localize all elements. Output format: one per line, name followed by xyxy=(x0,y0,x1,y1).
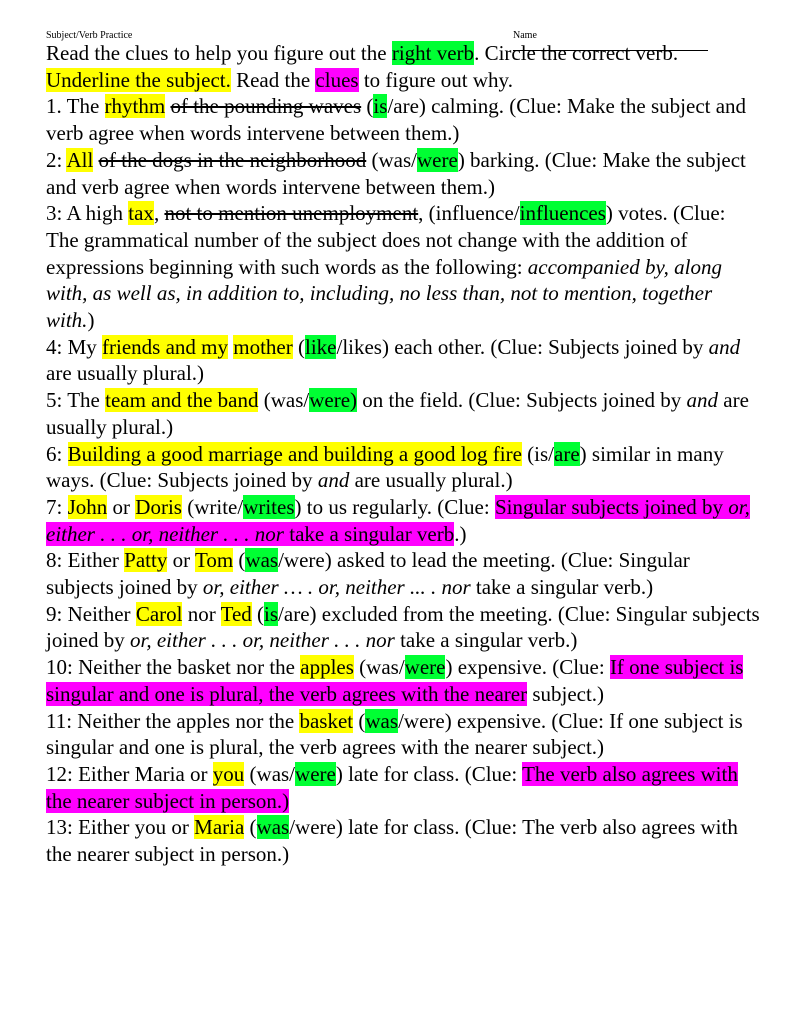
text-span: (was/ xyxy=(366,147,417,172)
subject-highlight: Patty xyxy=(124,548,168,573)
text-span: ) votes. (Clue: The grammatical number of the subject does not change with the addition of expressions beginning with such words as the following: xyxy=(46,201,726,279)
text-span: 11: Neither the apples nor the xyxy=(46,708,300,733)
text-span: /were) asked to lead the meeting. (Clue: Singular subjects joined by xyxy=(46,548,690,600)
text-span: ( xyxy=(353,708,366,733)
subject-highlight: rhythm xyxy=(104,94,166,119)
underline-subject-highlight: Underline the subject. xyxy=(46,67,231,92)
strikethrough-phrase: of the dogs in the neighborhood xyxy=(98,147,367,172)
item-8 xyxy=(46,547,761,600)
text-span: ) late for class. (Clue: xyxy=(335,761,523,786)
text-span: subject.) xyxy=(527,681,605,706)
text-span: 1. The xyxy=(46,94,105,119)
strikethrough-phrase: not to mention unemployment xyxy=(164,201,419,226)
text-span: or xyxy=(107,494,136,519)
worksheet-body xyxy=(46,40,761,868)
text-span: ) to us regularly. (Clue: xyxy=(294,494,495,519)
text-span: (was/ xyxy=(244,761,296,786)
text-span: ( xyxy=(233,548,246,573)
verb-highlight: were) xyxy=(309,388,358,413)
text-span: nor xyxy=(182,601,221,626)
clues-highlight: clues xyxy=(315,67,359,92)
item-12 xyxy=(46,761,761,814)
text-span: 7: xyxy=(46,494,68,519)
italic-phrase: and xyxy=(686,388,719,413)
subject-highlight: you xyxy=(212,761,245,786)
italic-phrase: accompanied by, along with, as well as, in addition to, including, no less than, not to mention, together with. xyxy=(46,254,722,333)
text-span: take a singular verb xyxy=(283,521,455,546)
clue-highlight: If one subject is singular and one is plural, the verb agrees with the nearer xyxy=(46,655,744,706)
verb-highlight: were xyxy=(417,147,458,172)
verb-highlight: were xyxy=(404,655,446,680)
item-11 xyxy=(46,708,761,761)
text-span: ) expensive. (Clue: xyxy=(445,655,610,680)
subject-highlight: Building a good marriage and building a good log fire xyxy=(67,441,522,466)
text-span: 4: My xyxy=(46,334,103,359)
text-span: take a singular verb.) xyxy=(394,628,578,653)
text-span: are usually plural.) xyxy=(46,388,749,439)
text-span: .) xyxy=(454,521,467,546)
clue-highlight: The verb also agrees with the nearer subject in person.) xyxy=(46,761,738,813)
text-span: ( xyxy=(244,815,257,840)
text-span: /are) excluded from the meeting. (Clue: Singular subjects joined by xyxy=(46,601,760,653)
text-span: Read the xyxy=(230,67,316,92)
text-span: take a singular verb.) xyxy=(470,575,654,600)
text-span: ) xyxy=(87,308,95,333)
verb-highlight: is xyxy=(373,94,388,119)
subject-highlight: Maria xyxy=(194,815,245,840)
worksheet-title: Subject/Verb Practice xyxy=(46,30,133,41)
text-span: 8: Either xyxy=(46,548,125,573)
subject-highlight: friends and my xyxy=(102,334,228,359)
subject-highlight: Carol xyxy=(135,601,183,626)
item-4 xyxy=(46,334,761,387)
text-span: 5: The xyxy=(46,388,106,413)
text-span: Read the clues to help you figure out the xyxy=(46,41,392,65)
subject-highlight: John xyxy=(67,494,108,519)
text-span: . Circle the correct verb. xyxy=(474,41,679,65)
verb-highlight: were xyxy=(295,761,336,786)
subject-highlight: mother xyxy=(233,334,293,359)
text-span: /are) calming. (Clue: Make the subject and verb agree when words intervene between them.) xyxy=(46,94,747,146)
item-10 xyxy=(46,654,761,707)
text-span: (write/ xyxy=(181,494,244,519)
text-span: are usually plural.) xyxy=(46,361,205,386)
text-span: 13: Either you or xyxy=(46,815,195,840)
subject-highlight: tax xyxy=(128,201,154,226)
strikethrough-phrase: of the pounding waves xyxy=(170,94,362,119)
verb-highlight: are xyxy=(554,441,580,466)
text-span: ( xyxy=(292,334,305,359)
text-span: or xyxy=(167,548,195,573)
verb-highlight: is xyxy=(264,601,279,626)
text-span: , xyxy=(153,201,165,226)
text-span: /were) expensive. (Clue: If one subject is singular and one is plural, the verb agrees with the nearer subject.) xyxy=(46,708,743,760)
item-3 xyxy=(46,200,761,334)
text-span: /were) late for class. (Clue: The verb also agrees with the nearer subject in person.) xyxy=(46,815,738,867)
text-span: (was/ xyxy=(258,388,310,413)
right-verb-highlight: right verb xyxy=(391,41,475,65)
text-span: 10: Neither the basket nor the xyxy=(46,655,301,680)
verb-highlight: was xyxy=(256,815,290,840)
text-span: ( xyxy=(361,94,374,119)
text-span: are usually plural.) xyxy=(349,468,513,493)
italic-phrase: and xyxy=(317,468,350,493)
instructions xyxy=(46,40,761,93)
text-span: to figure out why. xyxy=(358,67,513,92)
text-span: ( xyxy=(251,601,265,626)
text-span: ) similar in many ways. (Clue: Subjects joined by xyxy=(46,441,724,493)
item-5 xyxy=(46,387,761,440)
text-span: 3: A high xyxy=(46,201,129,226)
subject-highlight: Ted xyxy=(220,601,252,626)
verb-highlight: was xyxy=(245,548,279,573)
verb-highlight: like xyxy=(304,334,337,359)
item-7 xyxy=(46,494,761,547)
name-label: Name xyxy=(513,30,537,41)
subject-highlight: All xyxy=(66,147,94,172)
text-span: Singular subjects joined by xyxy=(494,494,729,519)
item-9 xyxy=(46,601,761,654)
text-span: 9: Neither xyxy=(46,601,136,626)
text-span: (is/ xyxy=(521,441,555,466)
italic-phrase: or, either … . or, neither ... . nor xyxy=(202,575,471,600)
text-span: , (influence/ xyxy=(418,201,520,226)
text-span: (was/ xyxy=(353,655,405,680)
text-span: /likes) each other. (Clue: Subjects joined by xyxy=(336,334,709,359)
text-span: 2: xyxy=(46,147,67,172)
text-span: 6: xyxy=(46,441,68,466)
item-13 xyxy=(46,814,761,867)
subject-highlight: basket xyxy=(299,708,354,733)
italic-phrase: and xyxy=(708,334,741,359)
subject-highlight: apples xyxy=(300,655,354,680)
text-span: 12: Either Maria or xyxy=(46,761,213,786)
subject-highlight: team and the band xyxy=(105,388,259,413)
verb-highlight: writes xyxy=(243,494,295,519)
subject-highlight: Tom xyxy=(194,548,234,573)
item-1 xyxy=(46,93,761,146)
verb-highlight: was xyxy=(365,708,399,733)
item-6 xyxy=(46,441,761,494)
italic-phrase: or, either . . . or, neither . . . nor xyxy=(130,628,395,653)
text-span: on the field. (Clue: Subjects joined by xyxy=(357,388,687,413)
text-span: ) barking. (Clue: Make the subject and verb agree when words intervene between them.) xyxy=(46,147,746,199)
item-2 xyxy=(46,147,761,200)
verb-highlight: influences xyxy=(519,201,606,226)
subject-highlight: Doris xyxy=(135,494,182,519)
text-span: or, either . . . or, neither . . . nor xyxy=(46,494,750,546)
